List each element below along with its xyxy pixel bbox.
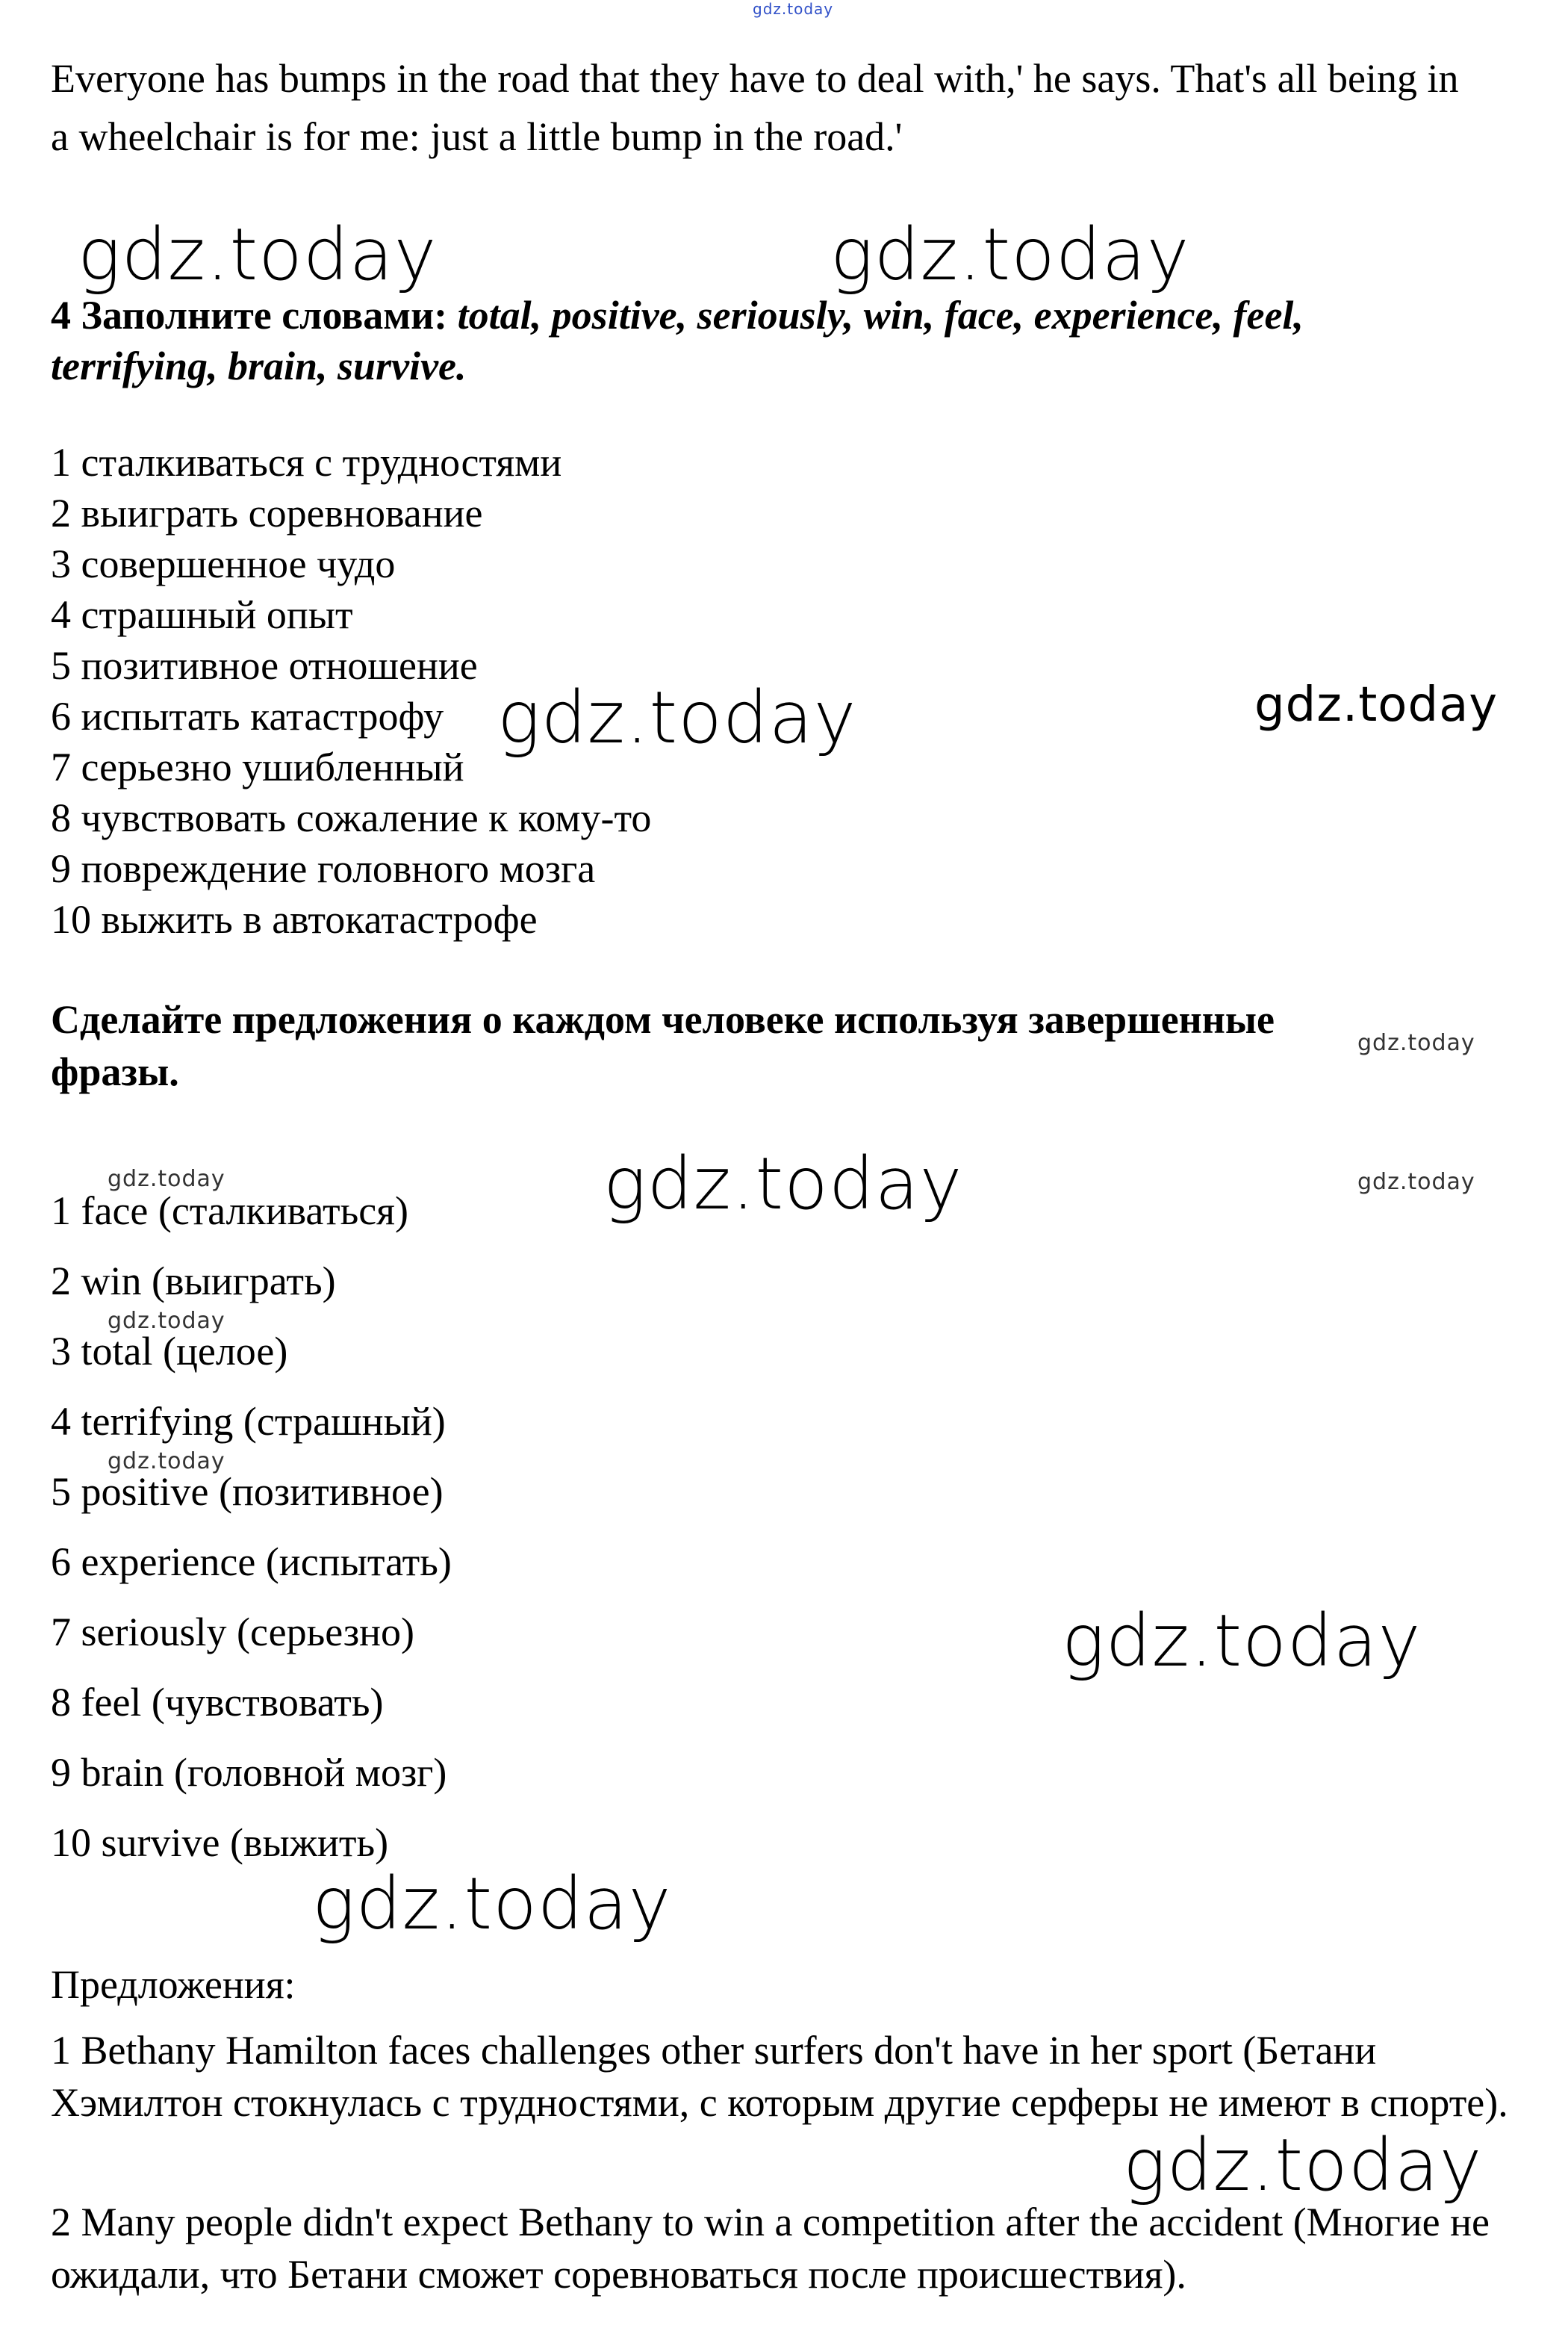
phrase-item: 5 позитивное отношение	[51, 643, 478, 688]
phrase-item: 1 сталкиваться с трудностями	[51, 440, 562, 485]
answer-item: 6 experience (испытать)	[51, 1539, 452, 1584]
watermark: gdz.today	[78, 213, 438, 297]
answer-item: 7 seriously (серьезно)	[51, 1610, 415, 1654]
answer-item: 4 terrifying (страшный)	[51, 1399, 446, 1444]
watermark: gdz.today	[108, 1308, 225, 1334]
watermark: gdz.today	[497, 676, 857, 760]
phrase-item: 9 повреждение головного мозга	[51, 846, 596, 891]
answer-item: 1 face (сталкиваться)	[51, 1188, 408, 1233]
watermark: gdz.today	[1357, 1030, 1475, 1056]
task-4-heading-prefix: 4 Заполните словами:	[51, 293, 448, 338]
phrase-item: 3 совершенное чудо	[51, 541, 396, 586]
sentence-item: 2 Many people didn't expect Bethany to win a competition after the accident (Многие не ожидали, что Бетани сможет соревноваться после происшествия).	[51, 2200, 1490, 2297]
watermark: gdz.today	[1254, 677, 1499, 733]
watermark: gdz.today	[108, 1166, 225, 1192]
watermark: gdz.today	[108, 1448, 225, 1474]
task-4-heading-words: total, positive, seriously, win, face, experience, feel, terrifying, brain, survive.	[51, 293, 1304, 388]
phrase-item: 2 выиграть соревнование	[51, 491, 483, 536]
watermark: gdz.today	[603, 1142, 963, 1226]
sentence-item: 1 Bethany Hamilton faces challenges other surfers don't have in her sport (Бетани Хэмилтон стокнулась с трудностями, с которым другие серферы не имеют в спорте).	[51, 2028, 1508, 2125]
watermark: gdz.today	[1357, 1169, 1475, 1195]
answer-item: 3 total (целое)	[51, 1329, 288, 1374]
answer-item: 2 win (выиграть)	[51, 1259, 336, 1303]
answer-item: 10 survive (выжить)	[51, 1820, 389, 1865]
watermark: gdz.today	[312, 1862, 672, 1946]
phrase-item: 7 серьезно ушибленный	[51, 745, 464, 789]
answer-item: 8 feel (чувствовать)	[51, 1680, 384, 1725]
phrase-item: 6 испытать катастрофу	[51, 694, 444, 739]
answer-item: 9 brain (головной мозг)	[51, 1750, 447, 1795]
watermark: gdz.today	[1062, 1599, 1422, 1683]
watermark: gdz.today	[1123, 2123, 1483, 2207]
answer-item: 5 positive (позитивное)	[51, 1469, 444, 1514]
task-make-sentences: Сделайте предложения о каждом человеке используя завершенные фразы.	[51, 997, 1275, 1094]
watermark: gdz.today	[830, 213, 1190, 297]
sentences-label: Предложения:	[51, 1962, 296, 2007]
watermark-top: gdz.today	[753, 0, 834, 18]
phrase-item: 8 чувствовать сожаление к кому-то	[51, 795, 652, 840]
phrase-item: 4 страшный опыт	[51, 592, 353, 637]
intro-paragraph: Everyone has bumps in the road that they have to deal with,' he says. That's all being in a wheelchair is for me: just a little bump in the road.'	[51, 56, 1459, 159]
phrase-item: 10 выжить в автокатастрофе	[51, 897, 538, 942]
task-4-heading	[51, 290, 1469, 391]
